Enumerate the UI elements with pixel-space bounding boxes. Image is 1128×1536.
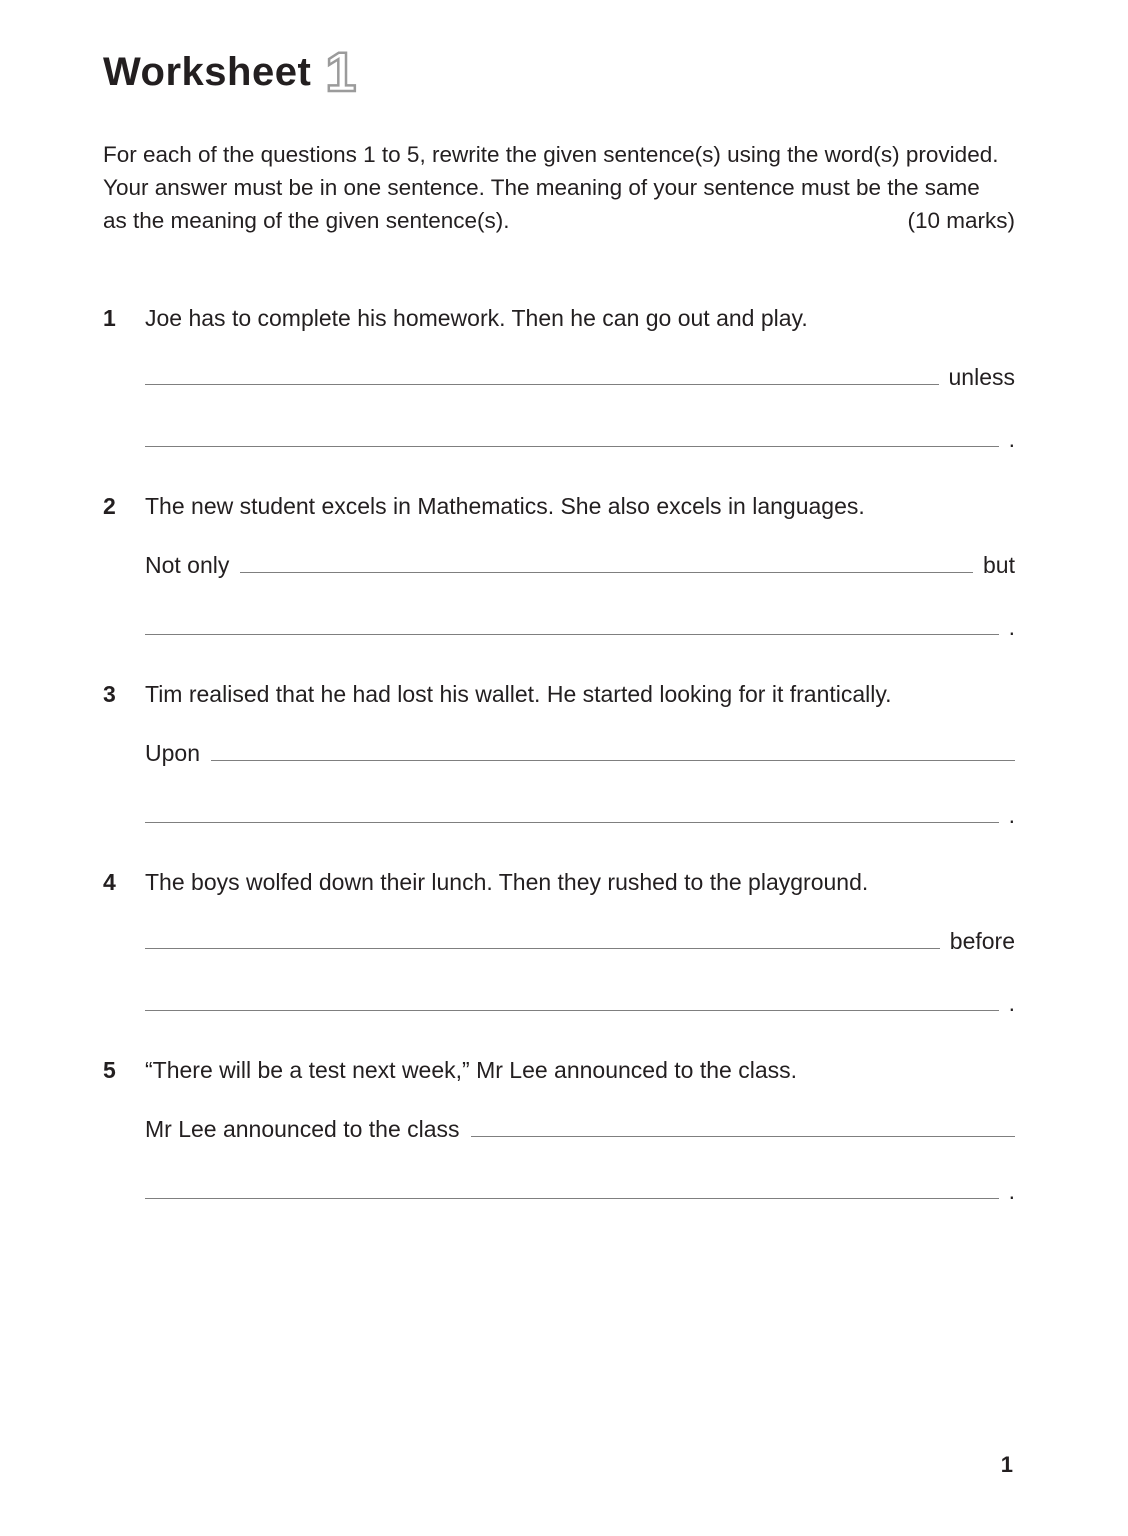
answer-blank-line[interactable] <box>145 411 999 447</box>
answer-suffix: . <box>1008 425 1015 452</box>
answer-prefix: Not only <box>145 551 230 578</box>
question-text: Tim realised that he had lost his wallet. He started looking for it frantically. <box>145 680 892 707</box>
instructions-line-2: Your answer must be in one sentence. The meaning of your sentence must be the same <box>103 174 980 200</box>
question <box>103 491 1015 640</box>
question-text: The boys wolfed down their lunch. Then they rushed to the playground. <box>145 868 869 895</box>
question-head <box>103 491 1015 521</box>
question <box>103 679 1015 828</box>
answer-row <box>145 975 1015 1016</box>
answer-suffix: but <box>983 551 1015 578</box>
answer-row <box>145 725 1015 766</box>
answer-blank-line[interactable] <box>211 725 1015 761</box>
question-number: 2 <box>103 492 116 519</box>
answer-row <box>145 411 1015 452</box>
answer-suffix: . <box>1008 1177 1015 1204</box>
page-title: Worksheet <box>103 49 312 94</box>
question-number: 5 <box>103 1056 116 1083</box>
answer-blank-line[interactable] <box>145 1163 999 1199</box>
question-number: 1 <box>103 304 116 331</box>
answer-prefix: Mr Lee announced to the class <box>145 1115 460 1142</box>
question <box>103 303 1015 452</box>
question-text: “There will be a test next week,” Mr Lee announced to the class. <box>145 1056 797 1083</box>
question <box>103 1055 1015 1204</box>
worksheet-header <box>103 40 1015 103</box>
question-head <box>103 303 1015 333</box>
answer-row <box>145 1101 1015 1142</box>
question-number: 4 <box>103 868 116 895</box>
answer-suffix: . <box>1008 989 1015 1016</box>
question <box>103 867 1015 1016</box>
question-head <box>103 1055 1015 1085</box>
page-number: 1 <box>1000 1452 1013 1477</box>
instructions-line-3 <box>103 204 1015 237</box>
answer-row <box>145 913 1015 954</box>
answer-suffix: unless <box>948 363 1015 390</box>
answer-blank-line[interactable] <box>145 599 999 635</box>
answer-row <box>145 537 1015 578</box>
answer-row <box>145 599 1015 640</box>
question-head <box>103 679 1015 709</box>
instructions-line-3-text: as the meaning of the given sentence(s). <box>103 207 510 233</box>
answer-row <box>145 349 1015 390</box>
answer-suffix: . <box>1008 801 1015 828</box>
answer-prefix: Upon <box>145 739 200 766</box>
worksheet-number: 1 <box>325 40 357 103</box>
answer-blank-line[interactable] <box>471 1101 1015 1137</box>
marks-label: (10 marks) <box>907 207 1015 233</box>
answer-blank-line[interactable] <box>145 787 999 823</box>
answer-blank-line[interactable] <box>240 537 973 573</box>
question-head <box>103 867 1015 897</box>
question-number: 3 <box>103 680 116 707</box>
answer-row <box>145 1163 1015 1204</box>
answer-suffix: before <box>949 927 1015 954</box>
answer-blank-line[interactable] <box>145 913 940 949</box>
answer-suffix: . <box>1008 613 1015 640</box>
question-text: The new student excels in Mathematics. She also excels in languages. <box>145 492 865 519</box>
question-list <box>103 303 1015 1204</box>
question-text: Joe has to complete his homework. Then he can go out and play. <box>145 304 808 331</box>
answer-row <box>145 787 1015 828</box>
instructions-line-1: For each of the questions 1 to 5, rewrite the given sentence(s) using the word(s) provided. <box>103 141 999 167</box>
answer-blank-line[interactable] <box>145 975 999 1011</box>
answer-blank-line[interactable] <box>145 349 939 385</box>
instructions <box>103 138 1015 237</box>
